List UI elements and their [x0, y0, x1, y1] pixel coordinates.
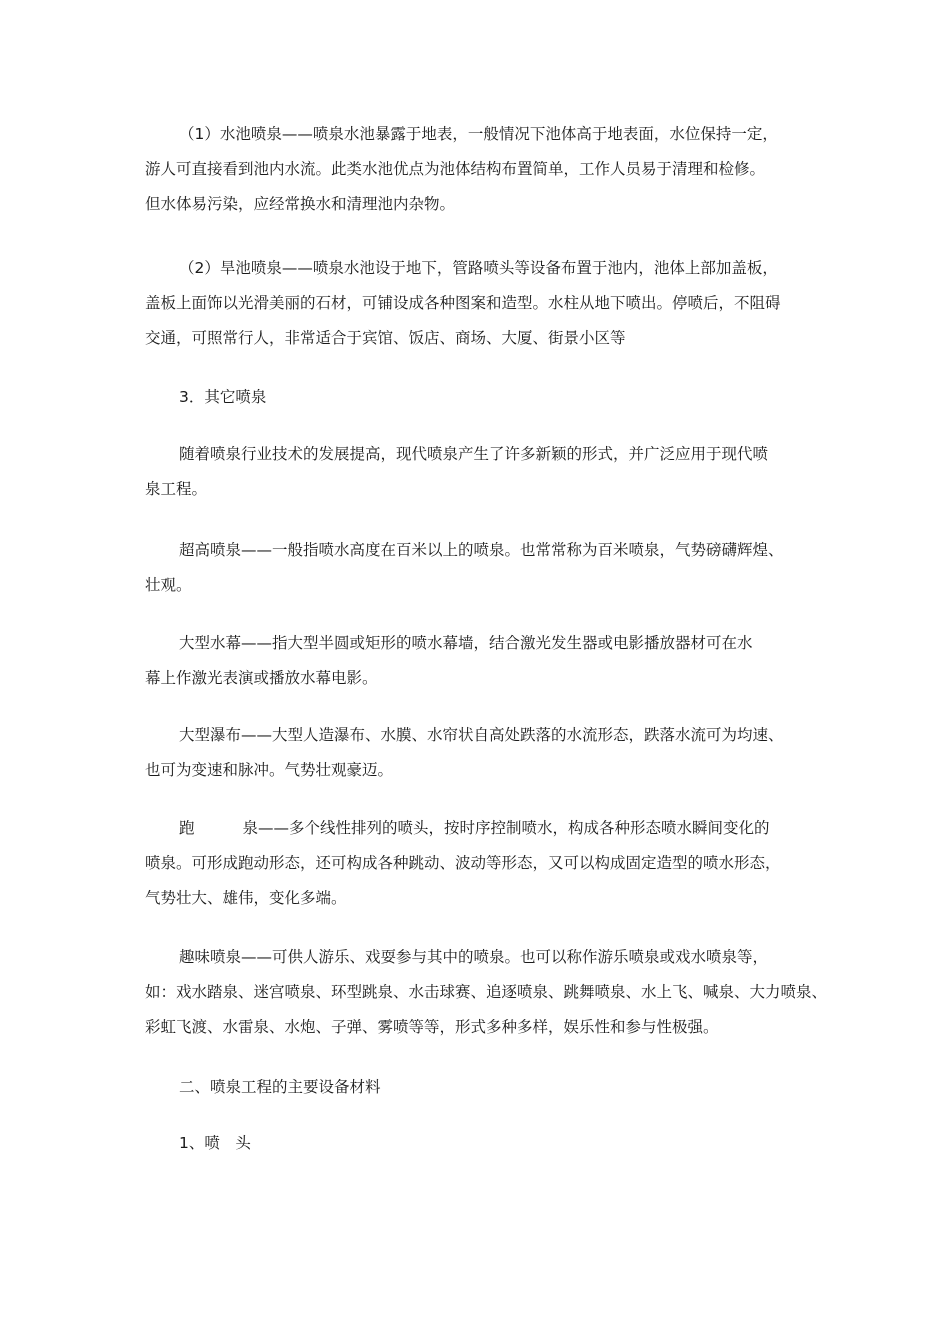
text-line: 趣味喷泉——可供人游乐、戏耍参与其中的喷泉。也可以称作游乐喷泉或戏水喷泉等，	[179, 948, 769, 966]
text-line: 喷泉。可形成跑动形态，还可构成各种跳动、波动等形态，又可以构成固定造型的喷水形态，	[145, 854, 781, 872]
text-line: 3．其它喷泉	[179, 388, 267, 406]
text-line: （2）旱池喷泉——喷泉水池设于地下，管路喷头等设备布置于池内，池体上部加盖板，	[179, 259, 778, 277]
heading-nozzle	[145, 1126, 825, 1161]
text-line: 交通，可照常行人，非常适合于宾馆、饭店、商场、大厦、街景小区等	[145, 329, 626, 347]
text-line: 盖板上面饰以光滑美丽的石材，可铺设成各种图案和造型。水柱从地下喷出。停喷后，不阻碍	[145, 294, 781, 312]
text-line: （1）水池喷泉——喷泉水池暴露于地表，一般情况下池体高于地表面，水位保持一定，	[179, 125, 778, 143]
text-line: 游人可直接看到池内水流。此类水池优点为池体结构布置简单，工作人员易于清理和检修。	[145, 160, 766, 178]
text-line: 二、喷泉工程的主要设备材料	[179, 1078, 381, 1096]
heading-other-fountains	[145, 380, 825, 415]
paragraph-pool-fountain	[145, 117, 825, 222]
text-line: 壮观。	[145, 576, 192, 594]
text-line: 彩虹飞渡、水雷泉、水炮、子弹、雾喷等等，形式多种多样，娱乐性和参与性极强。	[145, 1018, 719, 1036]
text-line: 大型水幕——指大型半圆或矩形的喷水幕墙，结合激光发生器或电影播放器材可在水	[179, 634, 753, 652]
paragraph-modern-fountains	[145, 437, 825, 507]
text-line: 如：戏水踏泉、迷宫喷泉、环型跳泉、水击球赛、追逐喷泉、跳舞喷泉、水上飞、喊泉、大力喷泉、	[145, 983, 828, 1001]
text-line: 但水体易污染，应经常换水和清理池内杂物。	[145, 195, 456, 213]
paragraph-waterfall	[145, 718, 825, 788]
paragraph-super-high-fountain	[145, 533, 825, 603]
text-line	[145, 811, 825, 846]
text-run: 泉——多个线性排列的喷头，按时序控制喷水，构成各种形态喷水瞬间变化的	[242, 819, 770, 837]
paragraph-dry-pool-fountain	[145, 251, 825, 356]
text-line: 随着喷泉行业技术的发展提高，现代喷泉产生了许多新颖的形式，并广泛应用于现代喷	[179, 445, 769, 463]
text-line: 幕上作激光表演或播放水幕电影。	[145, 669, 378, 687]
text-line: 泉工程。	[145, 480, 208, 498]
text-line: 也可为变速和脉冲。气势壮观豪迈。	[145, 761, 394, 779]
text-line: 气势壮大、雄伟，变化多端。	[145, 889, 347, 907]
paragraph-water-curtain	[145, 626, 825, 696]
heading-main-equipment	[145, 1070, 825, 1105]
text-line: 1、喷 头	[179, 1134, 251, 1152]
paragraph-running-fountain	[145, 811, 825, 916]
text-run: 跑	[179, 819, 195, 837]
text-line: 大型瀑布——大型人造瀑布、水膜、水帘状自高处跌落的水流形态，跌落水流可为均速、	[179, 726, 784, 744]
paragraph-fun-fountain	[145, 940, 828, 1045]
text-line: 超高喷泉——一般指喷水高度在百米以上的喷泉。也常常称为百米喷泉，气势磅礴辉煌、	[179, 541, 784, 559]
